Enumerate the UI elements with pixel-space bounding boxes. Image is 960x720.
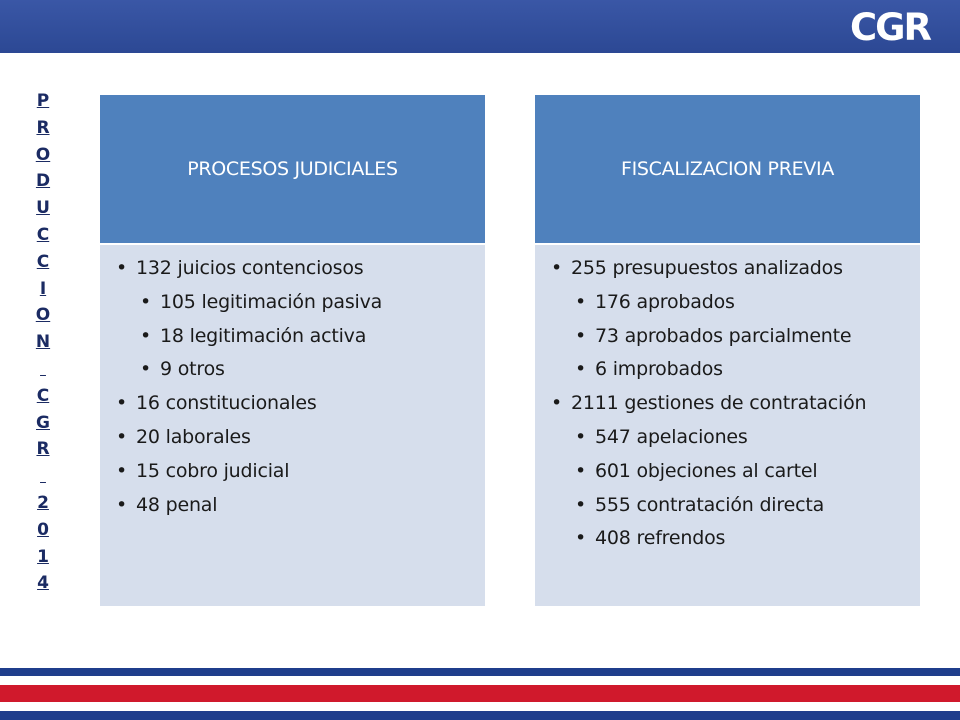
title-letter: C xyxy=(36,224,50,245)
header-bar xyxy=(0,0,960,53)
title-letter: 4 xyxy=(37,573,49,594)
title-spacer xyxy=(28,356,58,383)
card-body xyxy=(100,245,485,606)
card-fiscalizacion-previa xyxy=(535,95,920,606)
card-header xyxy=(535,95,920,245)
list-item: • 2111 gestiones de contratación xyxy=(545,392,910,415)
list-item: • 20 laborales xyxy=(110,426,475,449)
title-letter: 2 xyxy=(37,492,49,513)
cgr-logo: CGR xyxy=(849,6,930,49)
stripe-blue-bottom xyxy=(0,711,960,720)
title-letter: D xyxy=(35,171,51,192)
card-procesos-judiciales xyxy=(100,95,485,606)
title-letter: I xyxy=(39,278,47,299)
sub-list-item: • 9 otros xyxy=(110,358,475,381)
title-letter: N xyxy=(35,332,51,353)
stripe-white-top xyxy=(0,676,960,685)
flag-stripes xyxy=(0,668,960,720)
sub-list-item: • 105 legitimación pasiva xyxy=(110,291,475,314)
list-item: • 255 presupuestos analizados xyxy=(545,257,910,280)
stripe-white-bottom xyxy=(0,702,960,711)
card-header xyxy=(100,95,485,245)
card-title: PROCESOS JUDICIALES xyxy=(187,158,398,180)
sub-list-item: • 555 contratación directa xyxy=(545,494,910,517)
vertical-title xyxy=(28,88,58,597)
title-letter: O xyxy=(35,305,51,326)
sub-list-item: • 6 improbados xyxy=(545,358,910,381)
title-spacer xyxy=(28,463,58,490)
list-item: • 16 constitucionales xyxy=(110,392,475,415)
title-letter: 1 xyxy=(37,546,49,567)
list-item: • 48 penal xyxy=(110,494,475,517)
card-body xyxy=(535,245,920,606)
title-letter: C xyxy=(36,385,50,406)
sub-list-item: • 73 aprobados parcialmente xyxy=(545,325,910,348)
title-letter: G xyxy=(36,412,50,433)
bullet-list xyxy=(545,257,910,550)
stripe-red xyxy=(0,685,960,702)
sub-list-item: • 18 legitimación activa xyxy=(110,325,475,348)
card-title: FISCALIZACION PREVIA xyxy=(620,158,835,180)
sub-list-item: • 601 objeciones al cartel xyxy=(545,460,910,483)
list-item: • 132 juicios contenciosos xyxy=(110,257,475,280)
bullet-list xyxy=(110,257,475,516)
sub-list-item: • 176 aprobados xyxy=(545,291,910,314)
sub-list-item: • 547 apelaciones xyxy=(545,426,910,449)
title-letter: R xyxy=(36,117,50,138)
stripe-blue-top xyxy=(0,668,960,676)
title-letter: O xyxy=(35,144,51,165)
title-letter: P xyxy=(36,91,50,111)
title-letter: C xyxy=(36,251,50,272)
title-letter: R xyxy=(36,439,50,460)
title-letter: 0 xyxy=(37,519,49,540)
title-letter: U xyxy=(36,198,50,219)
sub-list-item: • 408 refrendos xyxy=(545,527,910,550)
list-item: • 15 cobro judicial xyxy=(110,460,475,483)
